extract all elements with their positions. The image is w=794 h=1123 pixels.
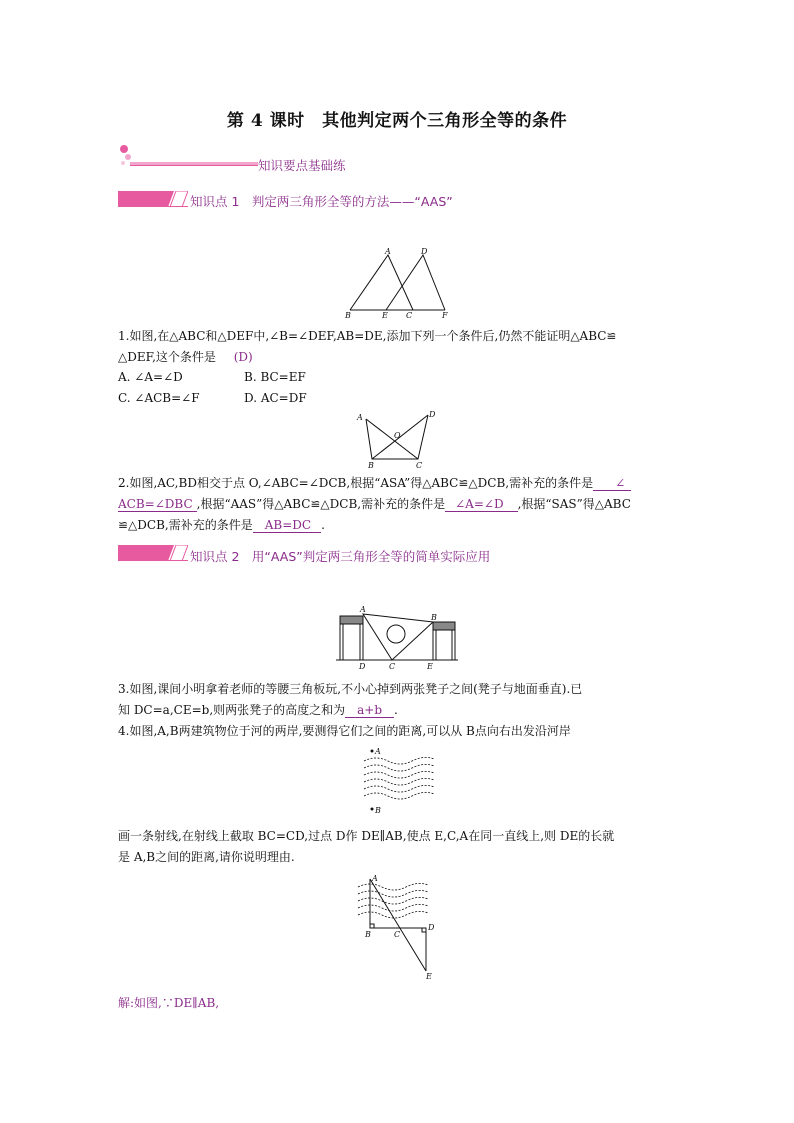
- q1-line2: [118, 347, 678, 367]
- q4-solution: 解:如图,∵DE∥AB,: [118, 996, 220, 1010]
- kp1-label: 知识点 1 判定两三角形全等的方法——“AAS”: [190, 194, 453, 209]
- fig1-label-e: E: [382, 311, 388, 320]
- fig2-label-o: O: [394, 431, 401, 440]
- q2-line3: [118, 515, 678, 535]
- q1-line1: 1.如图,在△ABC和△DEF中,∠B=∠DEF,AB=DE,添加下列一个条件后,仍然不能证明△ABC≌: [118, 329, 617, 343]
- fig4-label-a: A: [375, 747, 381, 756]
- kp1-bar: [118, 191, 188, 207]
- q2-answer2: ∠A=∠D: [445, 497, 517, 512]
- q1-line2-text: △DEF,这个条件是: [118, 350, 216, 364]
- figure-4: [362, 745, 436, 817]
- fig5-label-e: E: [426, 972, 432, 981]
- q3-line2: [118, 700, 678, 720]
- fig1-label-b: B: [345, 311, 351, 320]
- fig3-label-b: B: [431, 613, 437, 622]
- q2-answer1a: ∠: [593, 476, 631, 491]
- q4-line3: 是 A,B之间的距离,请你说明理由.: [118, 850, 295, 864]
- fig5-label-b: B: [365, 930, 371, 939]
- figure-5: [356, 873, 440, 983]
- q2-line2-mid: ,根据“AAS”得△ABC≌△DCB,需补充的条件是: [196, 497, 446, 511]
- fig1-label-a: A: [385, 247, 391, 256]
- kp2-bar: [118, 545, 188, 561]
- fig4-label-b: B: [375, 806, 381, 815]
- fig5-label-c: C: [394, 930, 401, 939]
- q2-answer3: AB=DC: [253, 518, 321, 533]
- section-label: 知识要点基础练: [258, 158, 346, 173]
- q4-line2: 画一条射线,在射线上截取 BC=CD,过点 D作 DE∥AB,使点 E,C,A在同一直线上,则 DE的长就: [118, 829, 615, 843]
- fig1-label-c: C: [406, 311, 413, 320]
- page-title: 第 4 课时 其他判定两个三角形全等的条件: [226, 111, 568, 131]
- fig2-label-b: B: [368, 461, 374, 469]
- fig1-label-f: F: [442, 311, 448, 320]
- fig3-label-c: C: [389, 662, 396, 670]
- fig2-label-a: A: [357, 413, 363, 422]
- figure-1: [340, 245, 455, 320]
- fig3-label-a: A: [360, 605, 366, 614]
- fig3-label-d: D: [359, 662, 366, 670]
- q2-line3-pre: ≌△DCB,需补充的条件是: [118, 518, 253, 532]
- fig2-label-c: C: [416, 461, 423, 469]
- q2-line1-text: 2.如图,AC,BD相交于点 O,∠ABC=∠DCB,根据“ASA”得△ABC≌△DCB,需补充的条件是: [118, 476, 594, 490]
- fig5-label-d: D: [428, 923, 435, 932]
- kp2-label: 知识点 2 用“AAS”判定两三角形全等的简单实际应用: [190, 549, 491, 564]
- q1-answer: (D): [233, 350, 253, 364]
- figure-3: [334, 602, 460, 670]
- q3-line2-post: .: [394, 703, 398, 717]
- q3-answer: a+b: [345, 703, 394, 718]
- q1-option-c: C. ∠ACB=∠F: [118, 391, 200, 405]
- q1-option-d: D. AC=DF: [244, 391, 307, 405]
- q2-line1: [118, 473, 678, 493]
- figure-2: [352, 407, 442, 469]
- fig5-label-a: A: [372, 874, 378, 883]
- fig2-label-d: D: [429, 410, 436, 419]
- q2-line3-post: .: [321, 518, 325, 532]
- q1-option-a: A. ∠A=∠D: [118, 370, 183, 384]
- fig3-label-e: E: [427, 662, 433, 670]
- q1-option-b: B. BC=EF: [244, 370, 306, 384]
- q3-line1: 3.如图,课间小明拿着老师的等腰三角板玩,不小心掉到两张凳子之间(凳子与地面垂直).已: [118, 682, 583, 696]
- q2-answer1b: ACB=∠DBC: [118, 497, 197, 512]
- q2-line2: [118, 494, 678, 514]
- q2-line2-post: ,根据“SAS”得△ABC: [517, 497, 631, 511]
- fig1-label-d: D: [421, 247, 428, 256]
- q3-line2-pre: 知 DC=a,CE=b,则两张凳子的高度之和为: [118, 703, 346, 717]
- q4-line1: 4.如图,A,B两建筑物位于河的两岸,要测得它们之间的距离,可以从 B点向右出发沿河岸: [118, 724, 571, 738]
